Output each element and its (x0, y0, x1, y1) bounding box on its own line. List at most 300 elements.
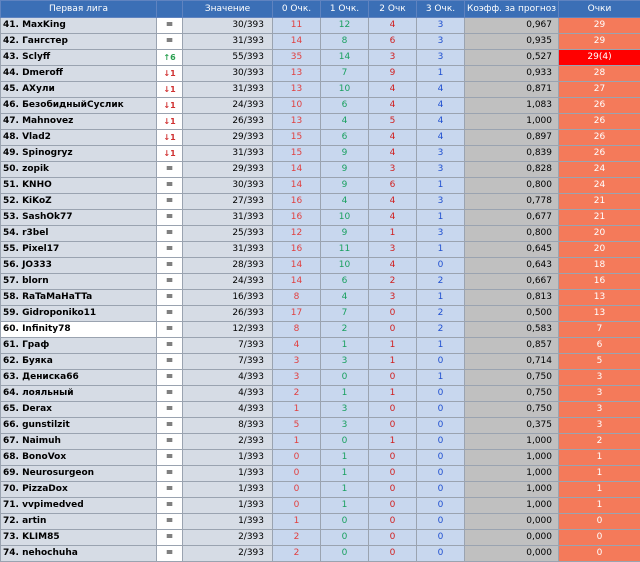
two-points-cell: 1 (369, 338, 417, 354)
coefficient-cell: 0,750 (465, 370, 559, 386)
value-cell: 31/393 (183, 82, 273, 98)
player-name: 58. RaTaMaHaTTa (1, 290, 157, 306)
table-row (1, 306, 640, 322)
two-points-cell: 4 (369, 82, 417, 98)
three-points-cell: 4 (417, 114, 465, 130)
points-cell: 27 (559, 82, 640, 98)
two-points-cell: 3 (369, 50, 417, 66)
one-point-cell: 14 (321, 50, 369, 66)
trend-indicator: ↑6 (157, 50, 183, 66)
points-cell: 21 (559, 210, 640, 226)
player-name: 49. Spinogryz (1, 146, 157, 162)
three-points-cell: 1 (417, 242, 465, 258)
one-point-cell: 3 (321, 354, 369, 370)
coefficient-cell: 0,813 (465, 290, 559, 306)
zero-points-cell: 12 (273, 226, 321, 242)
coefficient-cell: 0,750 (465, 402, 559, 418)
trend-indicator: = (157, 34, 183, 50)
trend-indicator: = (157, 274, 183, 290)
table-row (1, 434, 640, 450)
trend-indicator: = (157, 418, 183, 434)
three-points-cell: 3 (417, 34, 465, 50)
table-body (1, 18, 640, 562)
one-point-cell: 9 (321, 146, 369, 162)
two-points-cell: 0 (369, 530, 417, 546)
three-points-cell: 3 (417, 18, 465, 34)
value-cell: 31/393 (183, 146, 273, 162)
one-point-cell: 10 (321, 258, 369, 274)
zero-points-cell: 13 (273, 66, 321, 82)
three-points-cell: 4 (417, 98, 465, 114)
value-cell: 30/393 (183, 18, 273, 34)
coefficient-cell: 0,643 (465, 258, 559, 274)
points-cell: 24 (559, 162, 640, 178)
trend-indicator: = (157, 162, 183, 178)
two-points-cell: 4 (369, 146, 417, 162)
value-cell: 24/393 (183, 274, 273, 290)
value-cell: 12/393 (183, 322, 273, 338)
player-name: 64. лояльный (1, 386, 157, 402)
zero-points-cell: 1 (273, 434, 321, 450)
two-points-cell: 0 (369, 450, 417, 466)
coefficient-cell: 0,000 (465, 546, 559, 562)
player-name: 48. Vlad2 (1, 130, 157, 146)
player-name: 70. PizzaDox (1, 482, 157, 498)
value-cell: 7/393 (183, 354, 273, 370)
value-cell: 7/393 (183, 338, 273, 354)
zero-points-cell: 2 (273, 386, 321, 402)
player-name: 69. Neurosurgeon (1, 466, 157, 482)
points-cell: 3 (559, 370, 640, 386)
coefficient-cell: 1,000 (465, 466, 559, 482)
one-point-cell: 0 (321, 370, 369, 386)
player-name: 47. Mahnovez (1, 114, 157, 130)
table-row (1, 242, 640, 258)
points-cell: 29 (559, 34, 640, 50)
three-points-cell: 1 (417, 338, 465, 354)
table-row (1, 50, 640, 66)
two-points-cell: 1 (369, 354, 417, 370)
zero-points-cell: 5 (273, 418, 321, 434)
value-cell: 55/393 (183, 50, 273, 66)
one-point-cell: 0 (321, 434, 369, 450)
one-point-cell: 4 (321, 290, 369, 306)
zero-points-cell: 17 (273, 306, 321, 322)
table-row (1, 178, 640, 194)
one-point-cell: 1 (321, 386, 369, 402)
points-cell: 26 (559, 98, 640, 114)
two-points-cell: 3 (369, 290, 417, 306)
points-cell: 13 (559, 290, 640, 306)
zero-points-cell: 14 (273, 258, 321, 274)
table-row (1, 386, 640, 402)
three-points-cell: 4 (417, 82, 465, 98)
one-point-cell: 6 (321, 274, 369, 290)
player-name: 74. nehochuha (1, 546, 157, 562)
points-cell: 3 (559, 386, 640, 402)
coefficient-cell: 1,000 (465, 498, 559, 514)
zero-points-cell: 8 (273, 290, 321, 306)
points-cell: 7 (559, 322, 640, 338)
value-cell: 1/393 (183, 482, 273, 498)
trend-indicator: = (157, 354, 183, 370)
table-row (1, 98, 640, 114)
points-cell: 6 (559, 338, 640, 354)
two-points-cell: 9 (369, 66, 417, 82)
one-point-cell: 10 (321, 210, 369, 226)
two-points-cell: 1 (369, 434, 417, 450)
two-points-cell: 0 (369, 546, 417, 562)
coefficient-cell: 0,645 (465, 242, 559, 258)
header-league[interactable]: Первая лига (1, 1, 157, 18)
table-row (1, 402, 640, 418)
three-points-cell: 1 (417, 370, 465, 386)
zero-points-cell: 8 (273, 322, 321, 338)
table-row (1, 530, 640, 546)
one-point-cell: 0 (321, 514, 369, 530)
value-cell: 1/393 (183, 450, 273, 466)
coefficient-cell: 0,871 (465, 82, 559, 98)
zero-points-cell: 0 (273, 498, 321, 514)
two-points-cell: 3 (369, 162, 417, 178)
points-cell: 24 (559, 178, 640, 194)
one-point-cell: 0 (321, 530, 369, 546)
header-coefficient[interactable]: Коэфф. за прогноз (465, 1, 559, 18)
table-row (1, 258, 640, 274)
three-points-cell: 0 (417, 418, 465, 434)
one-point-cell: 7 (321, 66, 369, 82)
value-cell: 4/393 (183, 370, 273, 386)
one-point-cell: 2 (321, 322, 369, 338)
zero-points-cell: 1 (273, 514, 321, 530)
trend-indicator: = (157, 258, 183, 274)
player-name: 65. Derax (1, 402, 157, 418)
zero-points-cell: 14 (273, 178, 321, 194)
one-point-cell: 1 (321, 338, 369, 354)
player-name: 59. Gidroponiko11 (1, 306, 157, 322)
coefficient-cell: 0,667 (465, 274, 559, 290)
player-name: 60. Infinity78 (1, 322, 157, 338)
two-points-cell: 1 (369, 386, 417, 402)
zero-points-cell: 13 (273, 114, 321, 130)
one-point-cell: 6 (321, 98, 369, 114)
points-cell: 3 (559, 402, 640, 418)
one-point-cell: 9 (321, 226, 369, 242)
header-points[interactable]: Очки (559, 1, 640, 18)
player-name: 46. БезобидныйСуслик (1, 98, 157, 114)
table-row (1, 418, 640, 434)
player-name: 71. vvpimedved (1, 498, 157, 514)
trend-indicator: = (157, 450, 183, 466)
value-cell: 2/393 (183, 530, 273, 546)
value-cell: 30/393 (183, 178, 273, 194)
zero-points-cell: 14 (273, 162, 321, 178)
coefficient-cell: 0,897 (465, 130, 559, 146)
player-name: 61. Граф (1, 338, 157, 354)
value-cell: 31/393 (183, 242, 273, 258)
table-row (1, 226, 640, 242)
zero-points-cell: 4 (273, 338, 321, 354)
table-row (1, 194, 640, 210)
trend-indicator: = (157, 178, 183, 194)
trend-indicator: = (157, 322, 183, 338)
coefficient-cell: 0,839 (465, 146, 559, 162)
table-row (1, 146, 640, 162)
one-point-cell: 0 (321, 546, 369, 562)
coefficient-cell: 1,000 (465, 450, 559, 466)
three-points-cell: 2 (417, 274, 465, 290)
two-points-cell: 0 (369, 514, 417, 530)
two-points-cell: 5 (369, 114, 417, 130)
trend-indicator: = (157, 546, 183, 562)
zero-points-cell: 1 (273, 402, 321, 418)
three-points-cell: 2 (417, 306, 465, 322)
player-name: 45. AXули (1, 82, 157, 98)
points-cell: 5 (559, 354, 640, 370)
three-points-cell: 0 (417, 546, 465, 562)
coefficient-cell: 1,000 (465, 114, 559, 130)
value-cell: 29/393 (183, 162, 273, 178)
zero-points-cell: 3 (273, 354, 321, 370)
trend-indicator: = (157, 18, 183, 34)
points-cell: 2 (559, 434, 640, 450)
trend-indicator: ↓1 (157, 82, 183, 98)
trend-indicator: ↓1 (157, 130, 183, 146)
trend-indicator: = (157, 386, 183, 402)
table-row (1, 482, 640, 498)
two-points-cell: 0 (369, 482, 417, 498)
one-point-cell: 4 (321, 194, 369, 210)
points-cell: 13 (559, 306, 640, 322)
points-cell: 29(4) (559, 50, 640, 66)
coefficient-cell: 0,000 (465, 530, 559, 546)
trend-indicator: = (157, 210, 183, 226)
two-points-cell: 0 (369, 402, 417, 418)
value-cell: 16/393 (183, 290, 273, 306)
coefficient-cell: 0,677 (465, 210, 559, 226)
trend-indicator: ↓1 (157, 114, 183, 130)
three-points-cell: 3 (417, 146, 465, 162)
trend-indicator: = (157, 242, 183, 258)
two-points-cell: 4 (369, 194, 417, 210)
table-row (1, 34, 640, 50)
trend-indicator: ↓1 (157, 66, 183, 82)
two-points-cell: 2 (369, 274, 417, 290)
points-cell: 29 (559, 18, 640, 34)
three-points-cell: 3 (417, 194, 465, 210)
zero-points-cell: 14 (273, 274, 321, 290)
trend-indicator: = (157, 338, 183, 354)
two-points-cell: 1 (369, 226, 417, 242)
coefficient-cell: 0,527 (465, 50, 559, 66)
two-points-cell: 6 (369, 178, 417, 194)
one-point-cell: 8 (321, 34, 369, 50)
coefficient-cell: 0,000 (465, 514, 559, 530)
player-name: 52. KiKoZ (1, 194, 157, 210)
table-row (1, 162, 640, 178)
value-cell: 26/393 (183, 306, 273, 322)
one-point-cell: 3 (321, 418, 369, 434)
points-cell: 26 (559, 146, 640, 162)
two-points-cell: 0 (369, 370, 417, 386)
table-row (1, 210, 640, 226)
value-cell: 2/393 (183, 434, 273, 450)
one-point-cell: 11 (321, 242, 369, 258)
points-cell: 26 (559, 130, 640, 146)
table-row (1, 498, 640, 514)
value-cell: 31/393 (183, 34, 273, 50)
zero-points-cell: 15 (273, 146, 321, 162)
coefficient-cell: 1,000 (465, 434, 559, 450)
one-point-cell: 12 (321, 18, 369, 34)
one-point-cell: 9 (321, 162, 369, 178)
points-cell: 0 (559, 514, 640, 530)
player-name: 41. MaxKing (1, 18, 157, 34)
header-three-points[interactable]: 3 Очк. (417, 1, 465, 18)
coefficient-cell: 0,375 (465, 418, 559, 434)
three-points-cell: 1 (417, 290, 465, 306)
table-row (1, 290, 640, 306)
coefficient-cell: 0,800 (465, 226, 559, 242)
player-name: 53. SashOk77 (1, 210, 157, 226)
value-cell: 1/393 (183, 498, 273, 514)
three-points-cell: 0 (417, 466, 465, 482)
coefficient-cell: 0,935 (465, 34, 559, 50)
trend-indicator: = (157, 530, 183, 546)
trend-indicator: = (157, 194, 183, 210)
two-points-cell: 0 (369, 466, 417, 482)
three-points-cell: 0 (417, 258, 465, 274)
player-name: 62. Буяка (1, 354, 157, 370)
value-cell: 24/393 (183, 98, 273, 114)
one-point-cell: 6 (321, 130, 369, 146)
zero-points-cell: 0 (273, 482, 321, 498)
coefficient-cell: 0,800 (465, 178, 559, 194)
coefficient-cell: 0,828 (465, 162, 559, 178)
zero-points-cell: 2 (273, 546, 321, 562)
player-name: 63. Дениска66 (1, 370, 157, 386)
coefficient-cell: 0,933 (465, 66, 559, 82)
three-points-cell: 0 (417, 386, 465, 402)
zero-points-cell: 10 (273, 98, 321, 114)
zero-points-cell: 0 (273, 466, 321, 482)
table-row (1, 66, 640, 82)
coefficient-cell: 1,083 (465, 98, 559, 114)
two-points-cell: 6 (369, 34, 417, 50)
trend-indicator: = (157, 466, 183, 482)
zero-points-cell: 3 (273, 370, 321, 386)
header-trend[interactable] (157, 1, 183, 18)
points-cell: 18 (559, 258, 640, 274)
table-row (1, 354, 640, 370)
two-points-cell: 0 (369, 498, 417, 514)
three-points-cell: 0 (417, 530, 465, 546)
zero-points-cell: 0 (273, 450, 321, 466)
trend-indicator: = (157, 514, 183, 530)
table-row (1, 466, 640, 482)
coefficient-cell: 0,778 (465, 194, 559, 210)
trend-indicator: ↓1 (157, 98, 183, 114)
zero-points-cell: 35 (273, 50, 321, 66)
table-row (1, 322, 640, 338)
header-value[interactable]: Значение (183, 1, 273, 18)
table-row (1, 338, 640, 354)
trend-indicator: = (157, 434, 183, 450)
value-cell: 8/393 (183, 418, 273, 434)
two-points-cell: 4 (369, 18, 417, 34)
header-one-point[interactable]: 1 Очк. (321, 1, 369, 18)
value-cell: 4/393 (183, 402, 273, 418)
player-name: 55. Pixel17 (1, 242, 157, 258)
points-cell: 16 (559, 274, 640, 290)
points-cell: 0 (559, 530, 640, 546)
table-row (1, 82, 640, 98)
player-name: 51. KNHO (1, 178, 157, 194)
trend-indicator: = (157, 306, 183, 322)
three-points-cell: 1 (417, 66, 465, 82)
points-cell: 28 (559, 66, 640, 82)
one-point-cell: 10 (321, 82, 369, 98)
two-points-cell: 3 (369, 242, 417, 258)
header-two-points[interactable]: 2 Очк (369, 1, 417, 18)
trend-indicator: = (157, 290, 183, 306)
player-name: 50. zopik (1, 162, 157, 178)
value-cell: 26/393 (183, 114, 273, 130)
three-points-cell: 1 (417, 210, 465, 226)
table-row (1, 18, 640, 34)
table-row (1, 450, 640, 466)
points-cell: 20 (559, 226, 640, 242)
three-points-cell: 1 (417, 178, 465, 194)
points-cell: 26 (559, 114, 640, 130)
three-points-cell: 3 (417, 226, 465, 242)
value-cell: 30/393 (183, 66, 273, 82)
one-point-cell: 1 (321, 466, 369, 482)
table-row (1, 274, 640, 290)
zero-points-cell: 14 (273, 34, 321, 50)
zero-points-cell: 16 (273, 242, 321, 258)
two-points-cell: 4 (369, 130, 417, 146)
value-cell: 27/393 (183, 194, 273, 210)
coefficient-cell: 1,000 (465, 482, 559, 498)
player-name: 42. Гангстер (1, 34, 157, 50)
zero-points-cell: 11 (273, 18, 321, 34)
player-name: 43. Sclyff (1, 50, 157, 66)
three-points-cell: 0 (417, 402, 465, 418)
points-cell: 21 (559, 194, 640, 210)
table-row (1, 130, 640, 146)
two-points-cell: 0 (369, 418, 417, 434)
points-cell: 1 (559, 466, 640, 482)
one-point-cell: 7 (321, 306, 369, 322)
two-points-cell: 4 (369, 210, 417, 226)
player-name: 72. artin (1, 514, 157, 530)
header-zero-points[interactable]: 0 Очк. (273, 1, 321, 18)
trend-indicator: = (157, 482, 183, 498)
table-header-row (1, 1, 640, 18)
three-points-cell: 3 (417, 50, 465, 66)
two-points-cell: 0 (369, 322, 417, 338)
two-points-cell: 4 (369, 258, 417, 274)
trend-indicator: = (157, 226, 183, 242)
value-cell: 29/393 (183, 130, 273, 146)
table-row (1, 370, 640, 386)
zero-points-cell: 15 (273, 130, 321, 146)
value-cell: 1/393 (183, 514, 273, 530)
points-cell: 20 (559, 242, 640, 258)
coefficient-cell: 0,583 (465, 322, 559, 338)
points-cell: 3 (559, 418, 640, 434)
